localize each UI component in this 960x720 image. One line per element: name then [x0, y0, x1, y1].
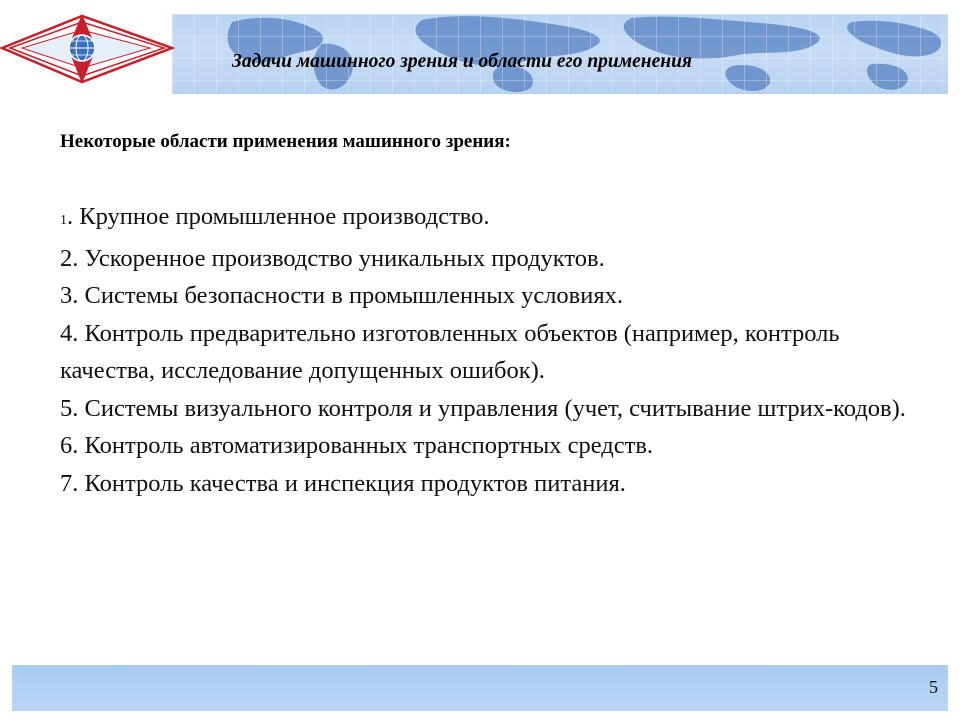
list-item-number: 1	[60, 213, 67, 228]
list-item-text: 7. Контроль качества и инспекция продуктов питания.	[60, 469, 626, 497]
list-item-text: 6. Контроль автоматизированных транспортных средств.	[60, 432, 654, 459]
list-item-text: 4. Контроль предварительно изготовленных объектов (например, контроль качества, исследование допущенных ошибок).	[60, 319, 840, 384]
list-item	[60, 277, 940, 315]
list-item	[60, 240, 940, 278]
list-item	[60, 198, 940, 240]
list-item	[60, 315, 940, 390]
page-number: 5	[929, 677, 938, 697]
footer-band	[12, 665, 948, 711]
slide-title: Задачи машинного зрения и области его применения	[232, 51, 692, 72]
list-item	[60, 465, 940, 503]
institution-logo	[0, 10, 175, 88]
list-item-text: 3. Системы безопасности в промышленных условиях.	[60, 282, 623, 309]
list-item-text: 5. Системы визуального контроля и управления (учет, считывание штрих-кодов).	[60, 394, 906, 422]
list-item	[60, 427, 940, 465]
applications-list	[60, 198, 940, 502]
list-item	[60, 390, 940, 428]
list-item-text: 2. Ускоренное производство уникальных продуктов.	[60, 244, 605, 272]
section-subtitle: Некоторые области применения машинного зрения:	[60, 131, 511, 152]
list-item-text: . Крупное промышленное производство.	[67, 203, 490, 230]
